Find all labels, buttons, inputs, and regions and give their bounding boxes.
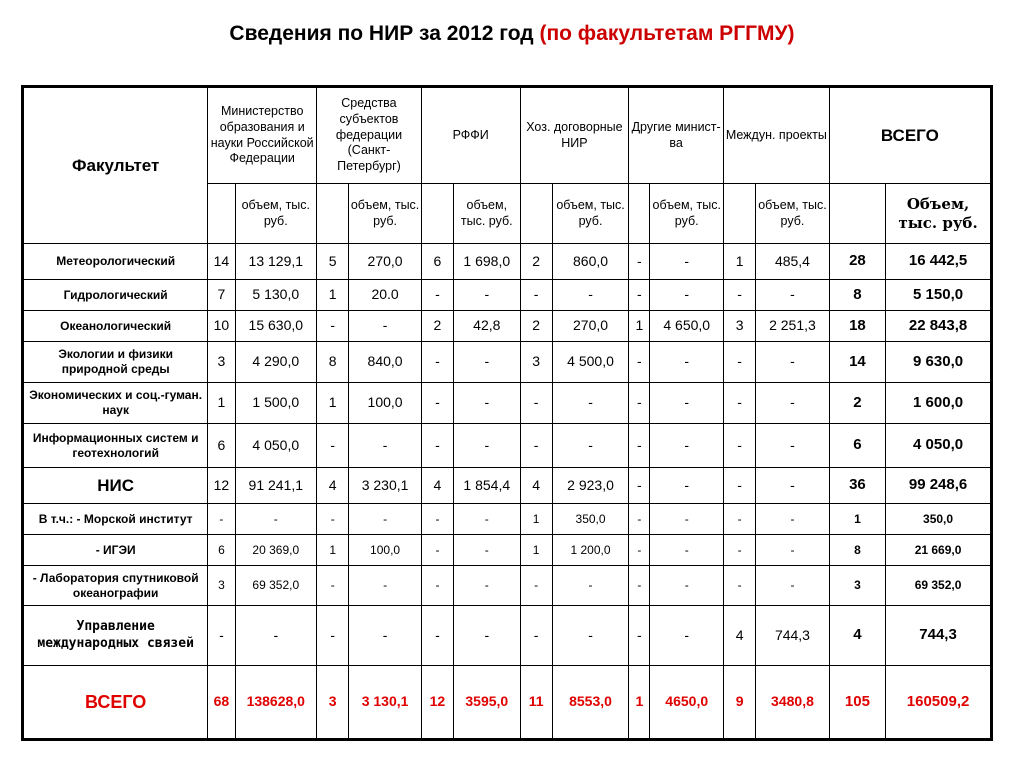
count-cell: 4 <box>421 468 453 504</box>
source-header-rffi: РФФИ <box>421 87 520 184</box>
count-cell: - <box>629 280 650 311</box>
volume-cell: 1 500,0 <box>235 383 317 424</box>
count-cell: - <box>723 566 755 606</box>
nir-table <box>21 85 993 741</box>
volume-cell: - <box>756 535 830 566</box>
volume-cell: - <box>454 424 520 468</box>
count-cell: - <box>629 504 650 535</box>
total-volume-subheader: Объем, тыс. руб. <box>886 184 992 244</box>
total-volume-cell: 744,3 <box>886 606 992 666</box>
faculty-name: Метеорологический <box>23 244 208 280</box>
volume-cell: - <box>235 606 317 666</box>
volume-cell: 2 251,3 <box>756 311 830 342</box>
volume-cell: - <box>756 383 830 424</box>
count-cell: - <box>629 424 650 468</box>
volume-cell: 8553,0 <box>552 666 629 740</box>
count-cell: - <box>421 424 453 468</box>
source-header-contract: Хоз. договорные НИР <box>520 87 629 184</box>
count-subheader <box>723 184 755 244</box>
volume-cell: 20.0 <box>349 280 422 311</box>
volume-cell: - <box>756 504 830 535</box>
total-volume-cell: 4 050,0 <box>886 424 992 468</box>
volume-subheader: объем, тыс. руб. <box>454 184 520 244</box>
faculty-name: Океанологический <box>23 311 208 342</box>
count-cell: 68 <box>208 666 235 740</box>
total-count-cell: 3 <box>829 566 885 606</box>
total-volume-cell: 1 600,0 <box>886 383 992 424</box>
volume-cell: - <box>552 280 629 311</box>
total-count-cell: 36 <box>829 468 885 504</box>
count-cell: - <box>421 342 453 383</box>
count-cell: - <box>208 504 235 535</box>
count-cell: - <box>723 424 755 468</box>
volume-cell: - <box>454 280 520 311</box>
volume-cell: - <box>552 424 629 468</box>
count-cell: - <box>629 535 650 566</box>
count-cell: - <box>421 606 453 666</box>
volume-subheader: объем, тыс. руб. <box>552 184 629 244</box>
volume-cell: - <box>650 244 724 280</box>
volume-cell: 3 130,1 <box>349 666 422 740</box>
volume-cell: 4 500,0 <box>552 342 629 383</box>
volume-cell: - <box>650 566 724 606</box>
count-subheader <box>421 184 453 244</box>
count-subheader <box>829 184 885 244</box>
count-cell: 14 <box>208 244 235 280</box>
count-cell: 1 <box>629 311 650 342</box>
count-cell: 3 <box>208 566 235 606</box>
count-cell: 1 <box>317 280 349 311</box>
volume-cell: 840,0 <box>349 342 422 383</box>
total-volume-cell: 69 352,0 <box>886 566 992 606</box>
volume-cell: - <box>650 504 724 535</box>
total-count-cell: 8 <box>829 280 885 311</box>
count-cell: 6 <box>208 535 235 566</box>
count-cell: - <box>520 383 552 424</box>
volume-cell: 15 630,0 <box>235 311 317 342</box>
volume-cell: 860,0 <box>552 244 629 280</box>
total-volume-cell: 99 248,6 <box>886 468 992 504</box>
volume-cell: 20 369,0 <box>235 535 317 566</box>
total-header: ВСЕГО <box>829 87 991 184</box>
count-cell: - <box>317 424 349 468</box>
table-row <box>23 606 992 666</box>
count-cell: 1 <box>208 383 235 424</box>
table-row <box>23 342 992 383</box>
volume-cell: 69 352,0 <box>235 566 317 606</box>
count-cell: - <box>421 280 453 311</box>
count-cell: - <box>723 383 755 424</box>
count-cell: - <box>629 244 650 280</box>
volume-cell: - <box>349 606 422 666</box>
faculty-name: Управление международных связей <box>23 606 208 666</box>
volume-cell: - <box>650 468 724 504</box>
table-row <box>23 280 992 311</box>
table-row <box>23 383 992 424</box>
total-volume-cell: 21 669,0 <box>886 535 992 566</box>
count-cell: - <box>317 311 349 342</box>
volume-cell: - <box>650 280 724 311</box>
volume-cell: - <box>552 383 629 424</box>
total-count-cell: 2 <box>829 383 885 424</box>
count-subheader <box>208 184 235 244</box>
table-row <box>23 244 992 280</box>
count-cell: 5 <box>317 244 349 280</box>
faculty-name: Гидрологический <box>23 280 208 311</box>
volume-cell: 100,0 <box>349 383 422 424</box>
count-cell: - <box>317 606 349 666</box>
volume-cell: - <box>454 606 520 666</box>
faculty-name: Информационных систем и геотехнологий <box>23 424 208 468</box>
volume-cell: 270,0 <box>552 311 629 342</box>
volume-cell: - <box>756 566 830 606</box>
count-subheader <box>629 184 650 244</box>
table-row <box>23 535 992 566</box>
volume-cell: 4 650,0 <box>650 311 724 342</box>
count-cell: 8 <box>317 342 349 383</box>
total-volume-cell: 22 843,8 <box>886 311 992 342</box>
volume-cell: 4650,0 <box>650 666 724 740</box>
volume-cell: 270,0 <box>349 244 422 280</box>
count-cell: - <box>421 383 453 424</box>
faculty-name: ВСЕГО <box>23 666 208 740</box>
volume-cell: 1 854,4 <box>454 468 520 504</box>
count-cell: - <box>520 424 552 468</box>
source-header-region: Средства субъектов федерации (Санкт-Петербург) <box>317 87 422 184</box>
total-volume-cell: 350,0 <box>886 504 992 535</box>
page-title <box>0 22 1024 46</box>
count-cell: 2 <box>421 311 453 342</box>
faculty-name: - Лаборатория спутниковой океанографии <box>23 566 208 606</box>
table-row <box>23 566 992 606</box>
count-cell: - <box>629 383 650 424</box>
count-cell: 9 <box>723 666 755 740</box>
faculty-name: Экономических и соц.-гуман. наук <box>23 383 208 424</box>
volume-cell: 4 050,0 <box>235 424 317 468</box>
count-cell: 6 <box>208 424 235 468</box>
count-cell: 4 <box>317 468 349 504</box>
table-row <box>23 504 992 535</box>
count-cell: - <box>317 566 349 606</box>
count-cell: 1 <box>520 535 552 566</box>
faculty-name: - ИГЭИ <box>23 535 208 566</box>
count-cell: - <box>723 535 755 566</box>
count-cell: 10 <box>208 311 235 342</box>
faculty-name: В т.ч.: - Морской институт <box>23 504 208 535</box>
volume-cell: - <box>349 424 422 468</box>
volume-subheader: объем, тыс. руб. <box>235 184 317 244</box>
count-cell: 3 <box>723 311 755 342</box>
volume-cell: - <box>349 311 422 342</box>
volume-cell: 138628,0 <box>235 666 317 740</box>
total-count-cell: 14 <box>829 342 885 383</box>
table-row <box>23 311 992 342</box>
count-cell: - <box>520 566 552 606</box>
count-cell: 1 <box>317 535 349 566</box>
volume-cell: 485,4 <box>756 244 830 280</box>
total-count-cell: 105 <box>829 666 885 740</box>
count-cell: - <box>421 535 453 566</box>
total-count-cell: 1 <box>829 504 885 535</box>
count-cell: 7 <box>208 280 235 311</box>
count-cell: - <box>629 342 650 383</box>
count-cell: - <box>520 280 552 311</box>
volume-subheader: объем, тыс. руб. <box>650 184 724 244</box>
volume-cell: - <box>552 566 629 606</box>
volume-cell: - <box>756 424 830 468</box>
count-cell: 1 <box>629 666 650 740</box>
count-cell: - <box>629 606 650 666</box>
volume-cell: 350,0 <box>552 504 629 535</box>
count-cell: 3 <box>317 666 349 740</box>
count-cell: - <box>208 606 235 666</box>
volume-cell: - <box>756 280 830 311</box>
table-row <box>23 424 992 468</box>
count-cell: 12 <box>421 666 453 740</box>
volume-cell: - <box>650 606 724 666</box>
volume-cell: - <box>552 606 629 666</box>
count-cell: 1 <box>723 244 755 280</box>
volume-cell: - <box>454 566 520 606</box>
title-accent: (по факультетам РГГМУ) <box>539 22 795 45</box>
volume-cell: 4 290,0 <box>235 342 317 383</box>
total-row <box>23 666 992 740</box>
count-cell: 12 <box>208 468 235 504</box>
count-cell: 1 <box>317 383 349 424</box>
count-cell: 11 <box>520 666 552 740</box>
volume-cell: - <box>454 504 520 535</box>
volume-cell: - <box>454 342 520 383</box>
table-row <box>23 468 992 504</box>
title-main: Сведения по НИР за 2012 год <box>229 22 540 45</box>
volume-subheader: объем, тыс. руб. <box>756 184 830 244</box>
volume-cell: 3595,0 <box>454 666 520 740</box>
volume-cell: 3480,8 <box>756 666 830 740</box>
count-cell: - <box>421 504 453 535</box>
count-cell: - <box>317 504 349 535</box>
count-cell: - <box>421 566 453 606</box>
count-cell: 1 <box>520 504 552 535</box>
volume-cell: - <box>756 468 830 504</box>
volume-cell: 2 923,0 <box>552 468 629 504</box>
volume-cell: - <box>349 504 422 535</box>
count-cell: 4 <box>520 468 552 504</box>
volume-cell: - <box>650 383 724 424</box>
volume-cell: 1 698,0 <box>454 244 520 280</box>
count-cell: - <box>723 342 755 383</box>
volume-cell: - <box>454 383 520 424</box>
header-row-sources <box>23 87 992 184</box>
count-subheader <box>520 184 552 244</box>
count-cell: 4 <box>723 606 755 666</box>
faculty-header: Факультет <box>23 87 208 244</box>
total-volume-cell: 5 150,0 <box>886 280 992 311</box>
total-count-cell: 28 <box>829 244 885 280</box>
volume-cell: 13 129,1 <box>235 244 317 280</box>
total-count-cell: 6 <box>829 424 885 468</box>
volume-cell: - <box>349 566 422 606</box>
volume-cell: - <box>650 535 724 566</box>
source-header-other-ministries: Другие минист-ва <box>629 87 724 184</box>
volume-cell: - <box>235 504 317 535</box>
volume-cell: - <box>454 535 520 566</box>
total-volume-cell: 9 630,0 <box>886 342 992 383</box>
volume-cell: 5 130,0 <box>235 280 317 311</box>
total-count-cell: 8 <box>829 535 885 566</box>
volume-cell: - <box>756 342 830 383</box>
faculty-name: Экологии и физики природной среды <box>23 342 208 383</box>
faculty-name: НИС <box>23 468 208 504</box>
count-cell: - <box>629 468 650 504</box>
count-cell: - <box>629 566 650 606</box>
volume-subheader: объем, тыс. руб. <box>349 184 422 244</box>
count-cell: 3 <box>520 342 552 383</box>
count-cell: 6 <box>421 244 453 280</box>
volume-cell: - <box>650 424 724 468</box>
total-count-cell: 18 <box>829 311 885 342</box>
count-subheader <box>317 184 349 244</box>
volume-cell: 744,3 <box>756 606 830 666</box>
count-cell: - <box>723 280 755 311</box>
volume-cell: 91 241,1 <box>235 468 317 504</box>
source-header-international: Междун. проекты <box>723 87 829 184</box>
total-count-cell: 4 <box>829 606 885 666</box>
volume-cell: 42,8 <box>454 311 520 342</box>
count-cell: 2 <box>520 244 552 280</box>
count-cell: - <box>723 468 755 504</box>
count-cell: 3 <box>208 342 235 383</box>
count-cell: - <box>723 504 755 535</box>
count-cell: 2 <box>520 311 552 342</box>
volume-cell: 3 230,1 <box>349 468 422 504</box>
volume-cell: 1 200,0 <box>552 535 629 566</box>
count-cell: - <box>520 606 552 666</box>
volume-cell: - <box>650 342 724 383</box>
volume-cell: 100,0 <box>349 535 422 566</box>
total-volume-cell: 16 442,5 <box>886 244 992 280</box>
source-header-ministry: Министерство образования и науки Российской Федерации <box>208 87 317 184</box>
total-volume-cell: 160509,2 <box>886 666 992 740</box>
